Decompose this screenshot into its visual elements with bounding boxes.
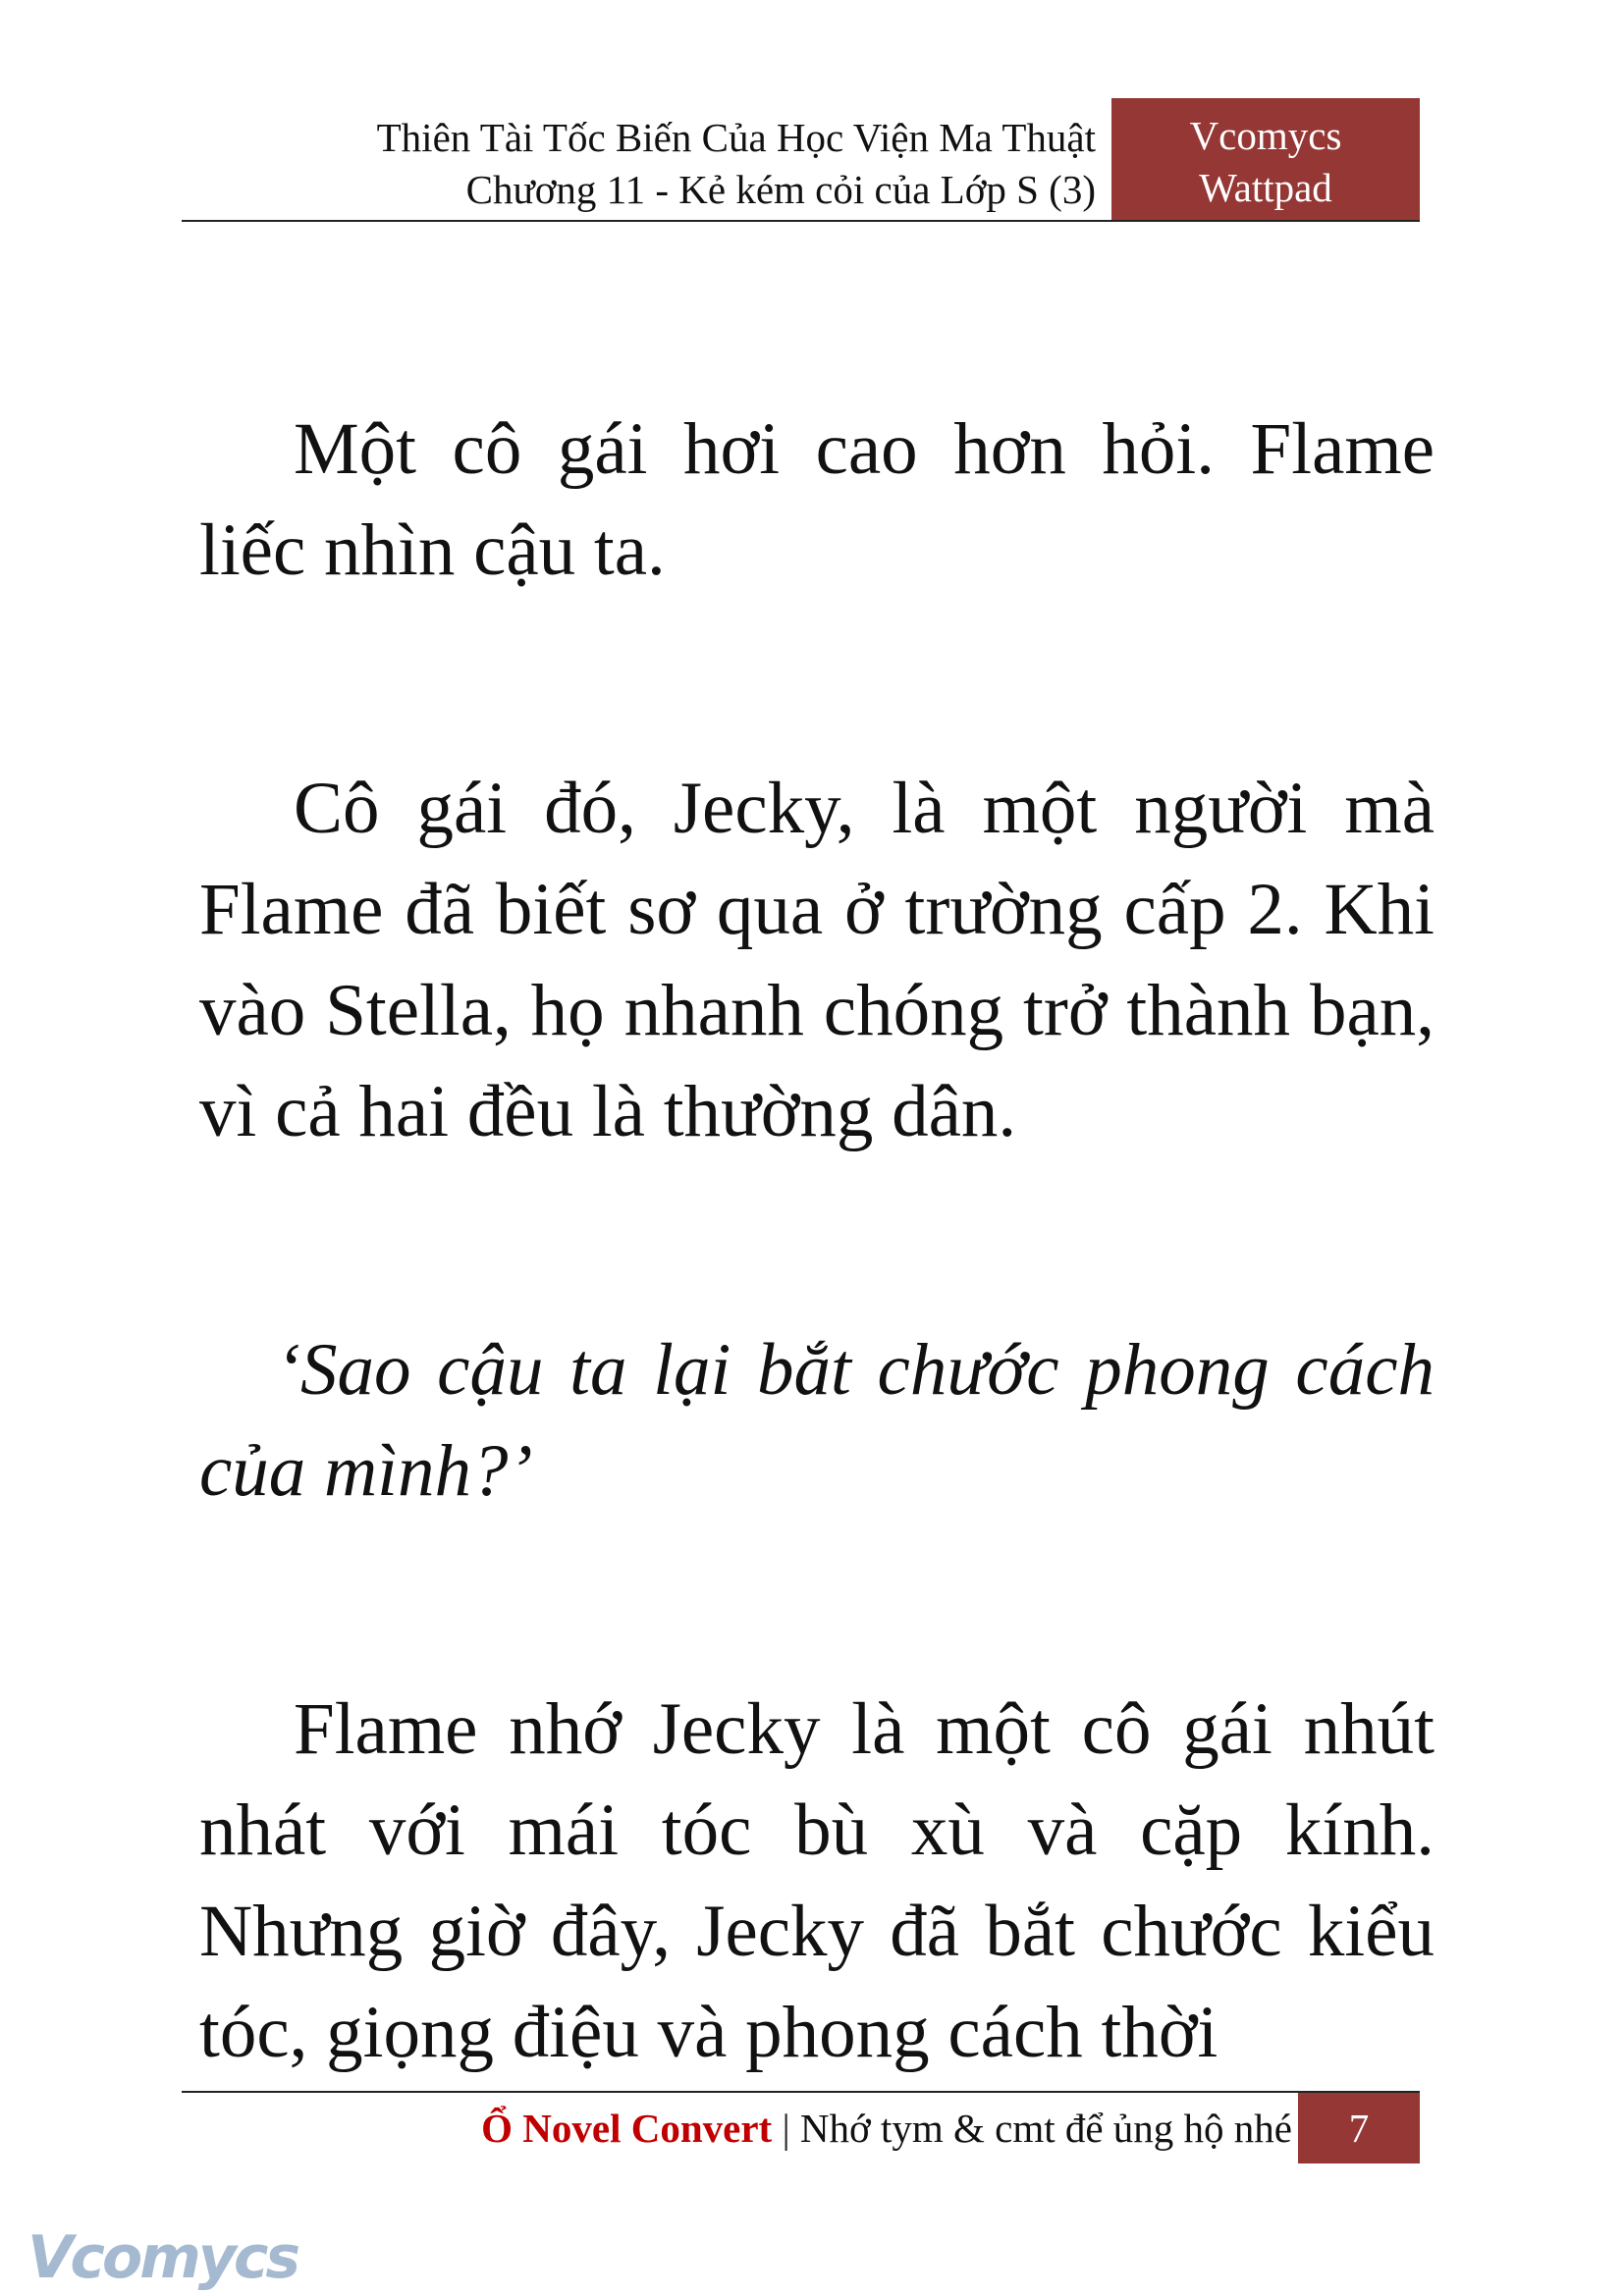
watermark-logo: Vcomycs [27,2223,298,2292]
footer-text [481,2099,1292,2158]
thought-paragraph: ‘Sao cậu ta lại bắt chước phong cách của mình?’ [199,1329,1435,1512]
badge-line-2: Wattpad [1199,165,1332,210]
paragraph: Cô gái đó, Jecky, là một người mà Flame đã biết sơ qua ở trường cấp 2. Khi vào Stella, họ nhanh chóng trở thành bạn, vì cả hai đều là thường dân. [199,768,1435,1152]
badge-line-1: Vcomycs [1189,113,1342,158]
footer-note: Nhớ tym & cmt để ủng hộ nhé [799,2106,1292,2151]
paragraph: Flame nhớ Jecky là một cô gái nhút nhát với mái tóc bù xù và cặp kính. Nhưng giờ đây, Jecky đã bắt chước kiểu tóc, giọng điệu và phong cách thời [199,1688,1435,2073]
chapter-body [199,399,1435,2240]
page-footer [182,2091,1420,2163]
footer-separator: | [782,2106,790,2151]
page-header [182,98,1420,222]
header-titles [377,112,1096,216]
book-title: Thiên Tài Tốc Biến Của Học Viện Ma Thuật [376,115,1096,160]
page-number: 7 [1298,2093,1420,2163]
paragraph: Một cô gái hơi cao hơn hỏi. Flame liếc nhìn cậu ta. [199,408,1435,591]
source-badge [1111,98,1420,220]
footer-brand: Ổ Novel Convert [481,2106,773,2151]
chapter-title: Chương 11 - Kẻ kém cỏi của Lớp S (3) [465,167,1096,212]
